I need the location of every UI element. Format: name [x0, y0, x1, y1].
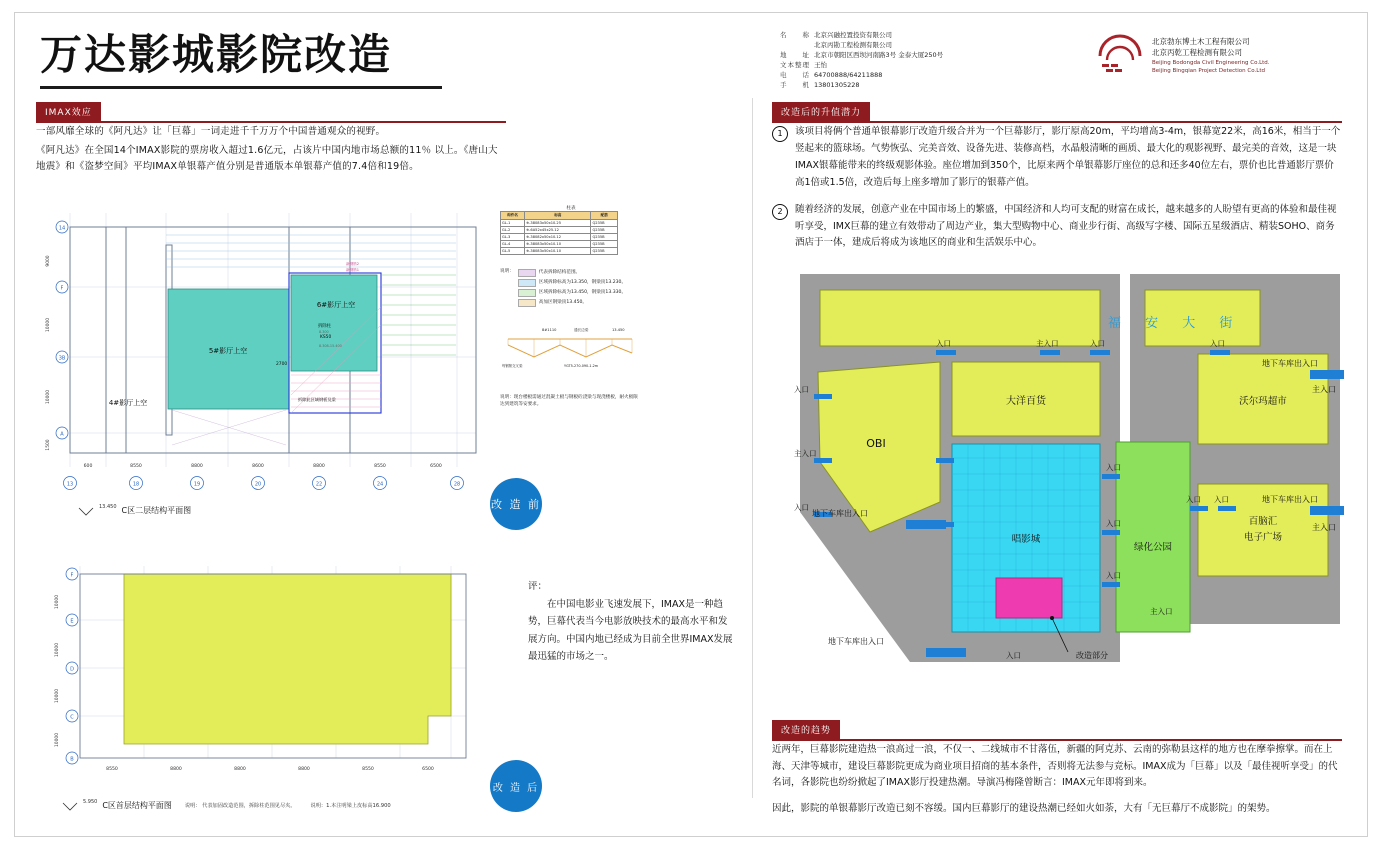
svg-text:6500: 6500: [430, 464, 442, 469]
value-uplift-section-header: [772, 100, 1342, 122]
info-value: 北京丙勘工程检测有限公司: [814, 41, 892, 50]
hatch-legend: [500, 269, 642, 307]
garage-label: 地下车库出入口: [828, 637, 884, 646]
hall4-label: 4#影厅上空: [108, 399, 148, 407]
item-number: 2: [772, 204, 788, 220]
td: GL-1: [501, 220, 525, 227]
entry-label: 入口: [1210, 339, 1225, 348]
svg-text:KS50: KS50: [320, 335, 332, 340]
td: Q235B: [591, 234, 618, 241]
caption2-text: C区首层结构平面图: [102, 801, 172, 810]
renovation-area: [996, 578, 1062, 618]
block-walmart-label: 沃尔玛超市: [1239, 396, 1287, 407]
entry-label-main: 主入口: [1150, 607, 1173, 616]
svg-text:20: 20: [254, 481, 262, 488]
svg-text:24: 24: [376, 481, 384, 488]
entry-label: 入口: [1214, 495, 1229, 504]
td: Q235B: [591, 248, 618, 255]
svg-text:1500: 1500: [46, 439, 51, 451]
svg-text:8600: 8600: [252, 464, 264, 469]
entry-label: 入口: [1106, 571, 1121, 580]
item-text: 随着经济的发展，创意产业在中国市场上的繁盛，中国经济和人均可支配的财富在成长，越来越多的人盼望有更高的体验和最佳视听享受，IMX巨幕的建立有效带动了周边产业，集大型购物中心、商业步行街、高级写字楼、国际五星级酒店、精装SOHO、商务酒店于一体，建成后将成为该地区的商业和生活娱乐中心。: [795, 203, 1337, 249]
detail-note: 说明：现台楼板需通过混凝土板与钢板砼浇梁与现浇楼板，耐火极限达到建筑等安要求。: [500, 395, 638, 407]
svg-text:E: E: [70, 618, 74, 625]
svg-text:6500: 6500: [422, 767, 434, 772]
trend-section-header: [772, 718, 1342, 740]
column-divider: [752, 98, 753, 798]
second-floor-plan-drawing: [36, 205, 506, 495]
svg-text:10000: 10000: [46, 390, 51, 404]
td: GL-5: [501, 248, 525, 255]
value-uplift-list: [772, 124, 1342, 252]
td: Q235B: [591, 220, 618, 227]
td: Q235B: [591, 227, 618, 234]
svg-text:8800: 8800: [313, 464, 325, 469]
block-obi-label: OBI: [866, 437, 886, 450]
comment-text: 在中国电影业飞速发展下，IMAX是一种趋势，巨幕代表当今电影放映技术的最高水平和发展方向。中国内地已经成为目前全世界IMAX发展最迅猛的市场之一。: [528, 598, 733, 663]
ground-floor-plan-drawing: [36, 558, 506, 793]
svg-text:600: 600: [83, 464, 93, 469]
legend-swatch-1: [518, 269, 536, 277]
value-item-2: [772, 202, 1342, 253]
detail-elev-a: 13.450: [612, 328, 625, 332]
caption2-note: 说明： 代表加固改造范围，拆除柱范围见尽夹。: [184, 803, 296, 809]
td: ※-38082x50x10.12: [525, 234, 591, 241]
detail-label-c: 通长边梁: [574, 328, 589, 332]
th: 构件名: [501, 212, 525, 220]
svg-text:8.308-15.400: 8.308-15.400: [319, 344, 342, 348]
th: 标高: [525, 212, 591, 220]
block-park-label: 绿化公园: [1133, 542, 1173, 553]
block-top-yellow: [820, 290, 1100, 346]
elevation-marker-icon: [78, 506, 94, 516]
svg-text:10000: 10000: [55, 595, 60, 609]
badge-before-label: 改 造 前: [491, 498, 541, 511]
legend-item-4: 高加区钢梁顶13.450。: [538, 299, 588, 305]
info-label: [780, 40, 814, 50]
td: ※-38083x50x10.25: [525, 220, 591, 227]
hall6-label: 6#影厅上空: [316, 301, 356, 309]
garage-label: 地下车库出入口: [1262, 495, 1318, 504]
block-cinema-label: 唱影城: [1011, 534, 1041, 545]
comment-block: [528, 578, 736, 666]
svg-text:A: A: [60, 431, 64, 438]
svg-text:8.300: 8.300: [319, 330, 329, 334]
svg-text:10000: 10000: [55, 643, 60, 657]
info-label: 文本整理: [780, 61, 810, 70]
td: GL-4: [501, 241, 525, 248]
renovation-label: 改造部分: [1076, 651, 1108, 660]
detail-hatch-label: 每钢筋交叉梁: [502, 364, 523, 368]
svg-text:3B: 3B: [58, 355, 66, 362]
table-title: 柱表: [566, 206, 576, 211]
detail-elev-b: 8#1110: [542, 328, 557, 332]
drawing1-legend-block: [500, 205, 642, 409]
svg-text:18: 18: [132, 481, 140, 488]
entry-label-main: 主入口: [1312, 523, 1336, 532]
company-info: [780, 30, 947, 90]
entry-label: 入口: [1090, 339, 1105, 348]
svg-text:D: D: [70, 666, 74, 673]
page-title: 万达影城影院改造: [40, 30, 393, 79]
section-tag-label: 改造的趋势: [772, 720, 840, 740]
badge-before: [490, 478, 542, 530]
td: ※-38083x50x10.10: [525, 248, 591, 255]
hall5-label: 5#影厅上空: [208, 347, 248, 355]
info-value: 13801305228: [814, 81, 860, 90]
info-value: 64700888/64211888: [814, 71, 883, 80]
caption1-level: 13.450: [99, 503, 117, 510]
entry-label-main: 主入口: [1036, 339, 1059, 348]
trend-paragraph-2: 因此，影院的单银幕影厅改造已刻不容缓。国内巨幕影厅的建设热潮已经如火如荼，大有「无巨幕厅不成影院」的架势。: [772, 802, 1276, 814]
info-value: 北京兴融控置投资有限公司: [814, 31, 892, 39]
svg-text:8800: 8800: [170, 767, 182, 772]
legend-swatch-4: [518, 299, 536, 307]
item-number: 1: [772, 126, 788, 142]
caption1-text: C区二层结构平面图: [121, 506, 192, 515]
comment-heading: 评：: [528, 581, 548, 592]
svg-text:新钢筋2: 新钢筋2: [346, 262, 360, 266]
item-text: 该项目将俩个普通单银幕影厅改造升级合并为一个巨幕影厅，影厅原高20m，平均增高3-4m，银幕宽22米，高16米，相当于一个竖起来的篮球场。气势恢弘、完美音效、设备先进、装修高档，水晶般清晰的画质、最大化的观影视野、最完美的音效，这是一块IMAX银幕能带来的终级观影体验。座位增加到350个，比原来两个单银幕影厅座位的总和还多40位左右，票价也比普通影厅票价高1倍或1.5倍，改造后每上座多增加了影厅的银幕产值。: [795, 126, 1341, 188]
entry-label-main: 主入口: [794, 449, 817, 458]
block-dayang-label: 大洋百货: [1006, 396, 1046, 407]
imax-effect-section-header: [36, 100, 506, 122]
info-label: 名 称: [780, 31, 810, 39]
svg-text:19: 19: [193, 481, 201, 488]
svg-text:8550: 8550: [374, 464, 386, 469]
td: ※-6A52x45x25.12: [525, 227, 591, 234]
svg-text:10000: 10000: [55, 733, 60, 747]
td: ※-38083x50x10.10: [525, 241, 591, 248]
svg-text:9000: 9000: [46, 255, 51, 267]
logo-icon: [1096, 34, 1144, 74]
site-plan-diagram: [790, 262, 1350, 682]
svg-text:14: 14: [58, 225, 66, 232]
entry-label: 入口: [794, 385, 809, 394]
legend-item-3: 区域拆除标高为13.450，钢梁顶13.330。: [538, 289, 627, 295]
caption2-note2: 说明：1.本注明梁上皮标高16.900: [310, 803, 391, 809]
entry-label: 入口: [1006, 651, 1021, 660]
trend-text-block: [772, 742, 1342, 827]
garage-label: 地下车库出入口: [812, 509, 868, 518]
legend-swatch-3: [518, 289, 536, 297]
section-tag-label: IMAX效应: [36, 102, 101, 122]
svg-text:8550: 8550: [130, 464, 142, 469]
logo-cn-2: 北京丙乾工程检测有限公司: [1152, 48, 1242, 58]
entry-label: 入口: [794, 503, 809, 512]
block-park: [1116, 442, 1190, 632]
hall6-area: [291, 275, 377, 371]
trend-paragraph-1: 近两年，巨幕影院建造热一浪高过一浪，不仅一、二线城市不甘落伍，新疆的阿克苏、云南的弥勒县这样的地方也在摩拳擦掌。而在上海、天津等城市，建设巨幕影院更成为商业项目招商的基本条件，否则将无法参与竞标。IMAX成为「巨幕」以及「最佳视听享受」的代名词，各影院也纷纷掀起了IMAX影厅投建热潮。导演冯梅隆曾断言：IMAX元年即将到来。: [772, 744, 1338, 789]
entry-label: 入口: [1186, 495, 1201, 504]
th: 配筋: [591, 212, 618, 220]
legend-title: 说明：: [500, 269, 514, 274]
reinforcement-area: [124, 574, 451, 744]
svg-text:28: 28: [453, 481, 461, 488]
badge-after-label: 改 造 后: [492, 782, 540, 794]
info-label: 手 机: [780, 81, 810, 90]
info-value: 北京市朝阳区西坝河南路3号 金泰大厦250号: [814, 51, 944, 60]
garage-label: 地下车库出入口: [1262, 359, 1318, 368]
drawing1-caption: [78, 505, 191, 516]
block-baibrain-label-2: 电子广场: [1243, 532, 1283, 543]
column-schedule-table: [500, 211, 618, 255]
svg-text:10000: 10000: [46, 318, 51, 332]
entry-label: 入口: [936, 339, 951, 348]
svg-text:新钢筋1: 新钢筋1: [346, 268, 360, 272]
svg-text:8550: 8550: [362, 767, 374, 772]
info-label: 电 话: [780, 71, 810, 80]
entry-label-main: 主入口: [1312, 385, 1336, 394]
svg-text:C: C: [70, 714, 74, 721]
block-baibrain-label-1: 百脑汇: [1248, 516, 1278, 527]
badge-after: [490, 760, 542, 812]
imax-paragraph-2: 《阿凡达》在全国14个IMAX影院的票房收入超过1.6亿元，占该片中国内地市场总额的11％ 以上。《唐山大地震》和《盗梦空间》平均IMAX单银幕产值分别是普通版本单银幕产值的7.4倍和19倍。: [36, 144, 498, 173]
svg-text:8800: 8800: [234, 767, 246, 772]
svg-text:13: 13: [66, 481, 74, 488]
drawing2-caption: [62, 800, 391, 811]
td: Q235B: [591, 241, 618, 248]
legend-swatch-2: [518, 279, 536, 287]
elevation-marker-icon: [62, 801, 78, 811]
detail-hatch-label2: YGT5-270-090-1.2m: [564, 364, 599, 368]
svg-text:2700: 2700: [276, 362, 288, 367]
svg-text:拆除此区域钢板及梁: 拆除此区域钢板及梁: [298, 397, 336, 402]
entry-label: 入口: [1106, 463, 1121, 472]
svg-text:F: F: [70, 572, 74, 579]
legend-item-2: 区域拆除标高为13.350，钢梁顶13.230。: [538, 279, 627, 285]
svg-text:F: F: [60, 285, 64, 292]
svg-text:8550: 8550: [106, 767, 118, 772]
logo-en-1: Beijing Bodongda Civil Engineering Co.Ltd.: [1152, 59, 1270, 66]
info-label: 地 址: [780, 51, 810, 60]
imax-effect-text: [36, 124, 506, 176]
logo-en-2: Beijing Bingqian Project Detection Co.Ltd: [1152, 67, 1265, 74]
imax-paragraph-1: 一部风靡全球的《阿凡达》让「巨幕」一词走进千千万万个中国普通观众的视野。: [36, 126, 386, 137]
entry-label: 入口: [1106, 519, 1121, 528]
logo-text: [1152, 36, 1270, 75]
slab-section-detail: [500, 323, 640, 387]
section-tag-label: 改造后的升值潜力: [772, 102, 870, 122]
street-label: 福 安 大 街: [1108, 316, 1243, 331]
svg-text:22: 22: [315, 481, 323, 488]
svg-text:B: B: [70, 756, 74, 763]
svg-text:8800: 8800: [191, 464, 203, 469]
info-value: 王怡: [814, 61, 827, 70]
svg-text:8800: 8800: [298, 767, 310, 772]
td: GL-3: [501, 234, 525, 241]
td: GL-2: [501, 227, 525, 234]
svg-text:10000: 10000: [55, 689, 60, 703]
caption2-level: 5.950: [83, 798, 98, 805]
value-item-1: [772, 124, 1342, 192]
legend-item-1: 代表拆除结构范围。: [538, 269, 581, 275]
svg-text:拆除柱: 拆除柱: [318, 324, 332, 329]
logo-cn-1: 北京勃东博土木工程有限公司: [1152, 37, 1250, 46]
title-underline: [40, 86, 442, 89]
